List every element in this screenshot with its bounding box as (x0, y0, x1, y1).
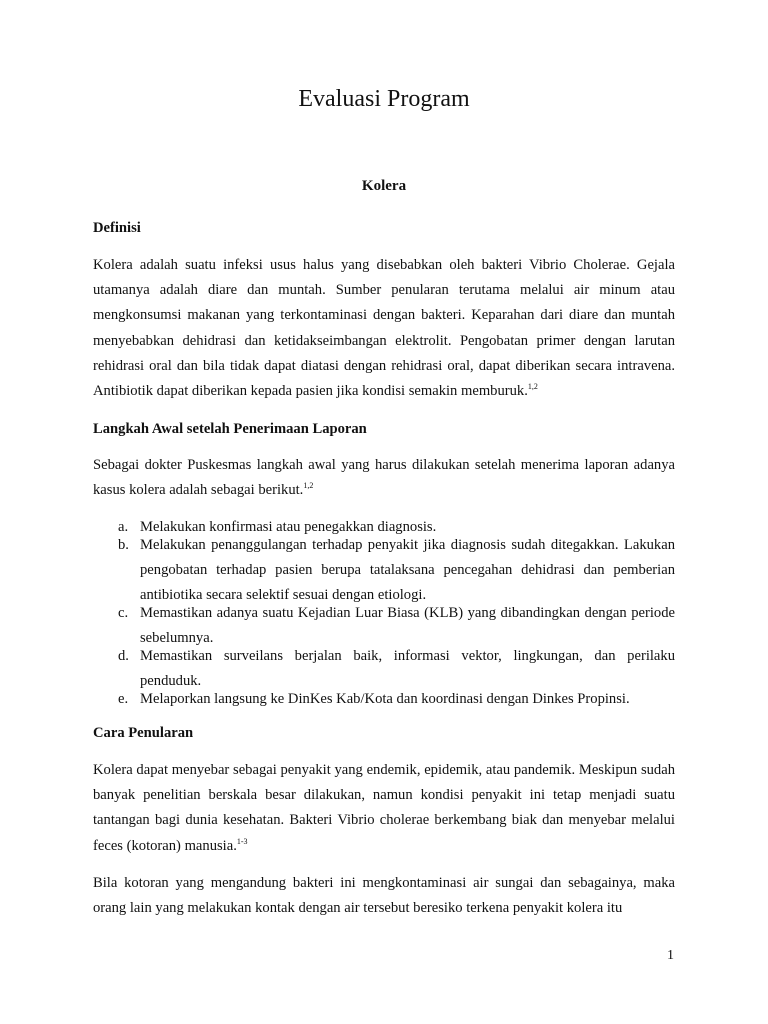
list-text: Memastikan surveilans berjalan baik, informasi vektor, lingkungan, dan perilaku penduduk. (140, 647, 675, 689)
citation: 1,2 (303, 481, 314, 491)
list-letter: e. (118, 690, 129, 707)
list-text: Melakukan konfirmasi atau penegakkan diagnosis. (140, 519, 437, 535)
list-letter: c. (118, 604, 129, 621)
paragraph-langkah-awal (93, 453, 675, 503)
list-item (93, 687, 675, 712)
list-text: Melakukan penanggulangan terhadap penyakit jika diagnosis sudah ditegakkan. Lakukan pengobatan terhadap pasien berupa tatalaksana pencegahan dehidrasi dan pemberian antibiotika secara selektif sesuai dengan etiologi. (140, 536, 675, 604)
paragraph-cara-penularan-2 (93, 871, 675, 921)
steps-list (93, 515, 675, 712)
paragraph-definisi (93, 253, 675, 404)
list-text: Melaporkan langsung ke DinKes Kab/Kota dan koordinasi dengan Dinkes Propinsi. (140, 690, 630, 707)
paragraph-cara-penularan-1 (93, 758, 675, 859)
paragraph-text: Kolera adalah suatu infeksi usus halus yang disebabkan oleh bakteri Vibrio Cholerae. Gejala utamanya adalah diare dan muntah. Sumber penularan terutama melalui air minum atau mengkonsumsi makanan yang terkontaminasi dengan bakteri. Keparahan dari diare dan muntah menyebabkan dehidrasi dan ketidakseimbangan elektrolit. Pengobatan primer dengan larutan rehidrasi oral dan bila tidak dapat diatasi dengan rehidrasi oral, dapat diberikan secara intravena. Antibiotik dapat diberikan kepada pasien jika kondisi semakin memburuk. (93, 257, 675, 400)
section-heading-definisi: Definisi (93, 220, 141, 236)
list-letter: a. (118, 519, 129, 535)
document-subtitle: Kolera (361, 178, 407, 194)
page-number: 1 (667, 948, 674, 963)
document-title: Evaluasi Program (298, 86, 470, 112)
list-letter: b. (118, 536, 129, 553)
section-heading-langkah-awal: Langkah Awal setelah Penerimaan Laporan (93, 421, 367, 437)
paragraph-text: Sebagai dokter Puskesmas langkah awal yang harus dilakukan setelah menerima laporan adanya kasus kolera adalah sebagai berikut. (93, 457, 675, 499)
citation: 1,2 (527, 382, 538, 392)
paragraph-text: Kolera dapat menyebar sebagai penyakit yang endemik, epidemik, atau pandemik. Meskipun sudah banyak penelitian berskala besar dilakukan, namun kondisi penyakit ini tetap menjadi suatu tantangan bagi dunia kesehatan. Bakteri Vibrio cholerae berkembang biak dan menyebar melalui feces (kotoran) manusia. (93, 762, 675, 854)
list-item (93, 533, 675, 609)
citation: 1-3 (236, 836, 248, 846)
paragraph-text: Bila kotoran yang mengandung bakteri ini mengkontaminasi air sungai dan sebagainya, maka orang lain yang melakukan kontak dengan air tersebut beresiko terkena penyakit kolera itu (93, 875, 675, 917)
list-text: Memastikan adanya suatu Kejadian Luar Biasa (KLB) yang dibandingkan dengan periode sebelumnya. (140, 604, 675, 647)
list-letter: d. (118, 647, 129, 664)
section-heading-cara-penularan: Cara Penularan (93, 725, 194, 741)
